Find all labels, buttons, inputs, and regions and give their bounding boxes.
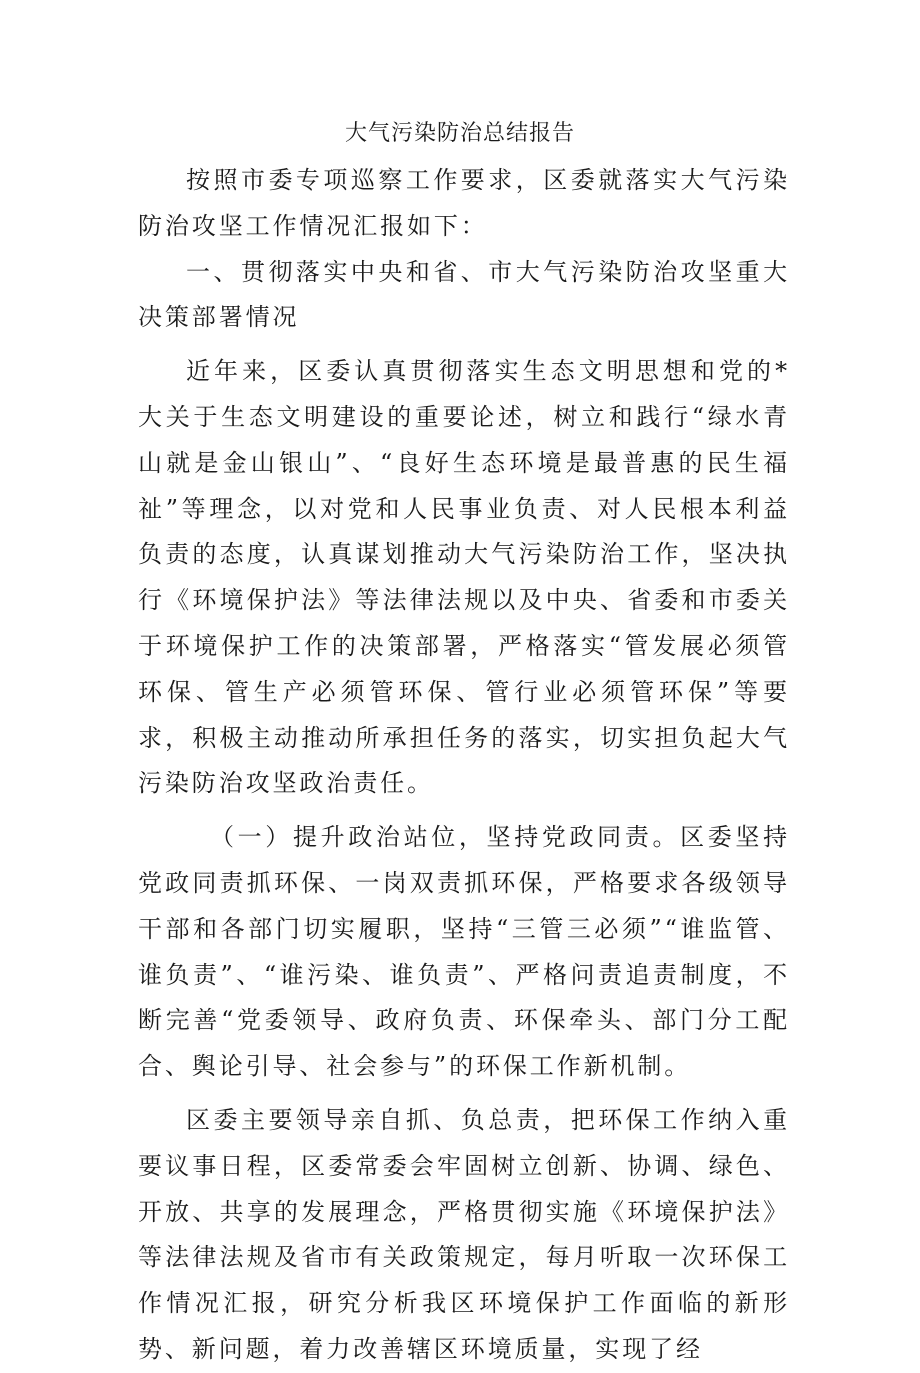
document-title: 大气污染防治总结报告 — [344, 121, 575, 146]
paragraph-intro: 按照市委专项巡察工作要求，区委就落实大气污染防治攻坚工作情况汇报如下： — [138, 166, 790, 240]
paragraph-leadership: 区委主要领导亲自抓、负总责，把环保工作纳入重要议事日程，区委常委会牢固树立创新、协调、绿色、开放、共享的发展理念，严格贯彻实施《环境保护法》等法律法规及省市有关政策规定，每月听取一次环保工作情况汇报，研究分析我区环境保护工作面临的新形势、新问题，着力改善辖区环境质量，实现了经 — [138, 1105, 790, 1363]
paragraph-subsection-1: （一）提升政治站位，坚持党政同责。区委坚持党政同责抓环保、一岗双责抓环保，严格要求各级领导干部和各部门切实履职，坚持“三管三必须”“谁监管、谁负责”、“谁污染、谁负责”、严格问责追责制度，不断完善“党委领导、政府负责、环保牵头、部门分工配合、舆论引导、社会参与”的环保工作新机制。 — [138, 823, 790, 1081]
document-body — [138, 158, 790, 1373]
section-heading-1: 一、贯彻落实中央和省、市大气污染防治攻坚重大决策部署情况 — [138, 257, 790, 332]
paragraph-overview: 近年来，区委认真贯彻落实生态文明思想和党的*大关于生态文明建设的重要论述，树立和践行“绿水青山就是金山银山”、“良好生态环境是最普惠的民生福祉”等理念，以对党和人民事业负责、对人民根本利益负责的态度，认真谋划推动大气污染防治工作，坚决执行《环境保护法》等法律法规以及中央、省委和市委关于环境保护工作的决策部署，严格落实“管发展必须管环保、管生产必须管环保、管行业必须管环保”等要求，积极主动推动所承担任务的落实，切实担负起大气污染防治攻坚政治责任。 — [138, 357, 790, 798]
